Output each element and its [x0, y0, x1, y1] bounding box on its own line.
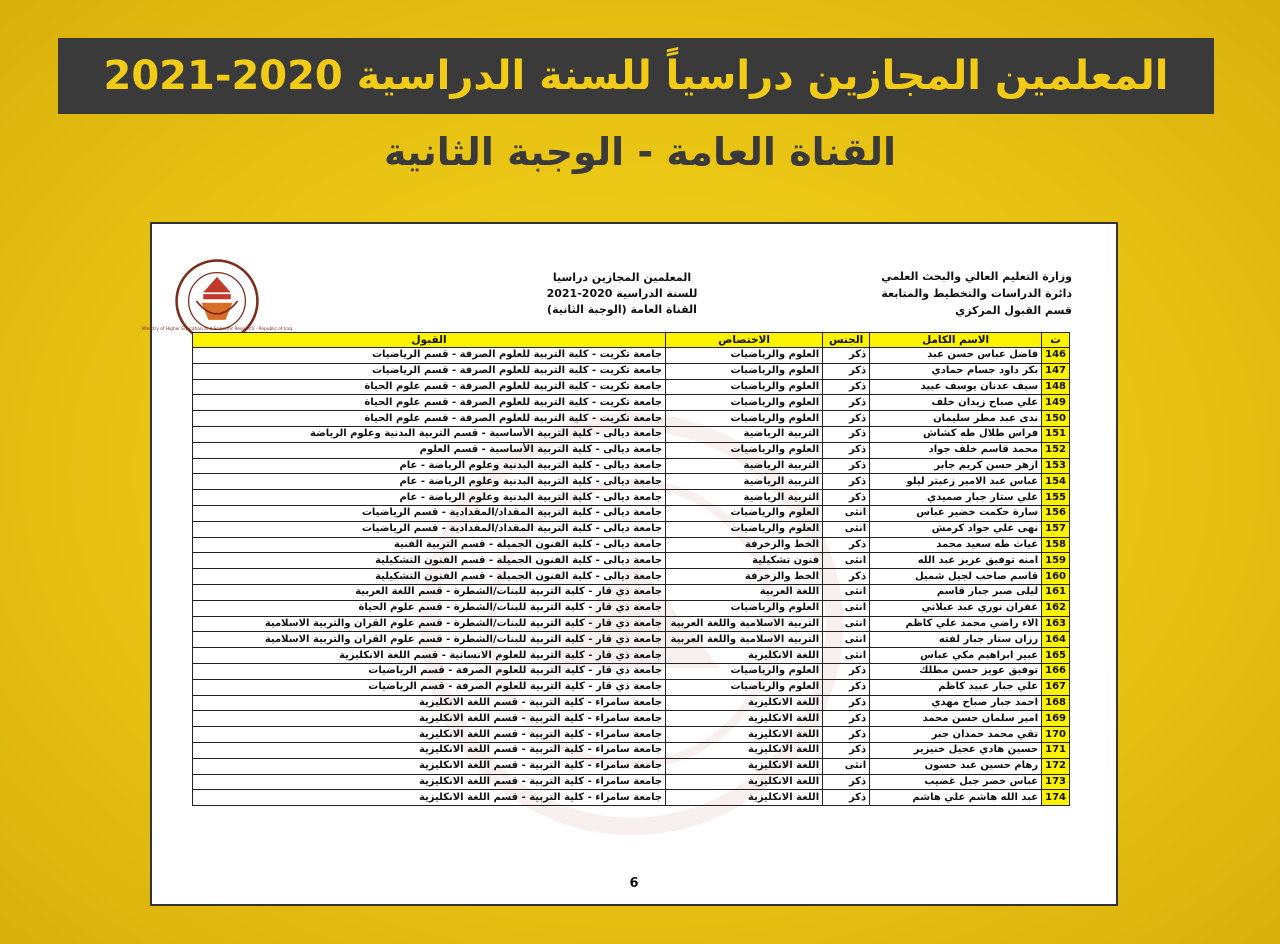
- table-row: [193, 474, 1070, 490]
- table-row: [193, 711, 1070, 727]
- row-number: 170: [1042, 727, 1070, 743]
- row-admission: جامعة ذي قار - كلية التربية للبنات/الشطرة - قسم علوم القران والتربية الاسلامية: [193, 616, 666, 632]
- row-gender: ذكر: [823, 379, 870, 395]
- row-gender: ذكر: [823, 790, 870, 806]
- row-specialization: اللغة الانكليزية: [666, 711, 823, 727]
- row-number: 156: [1042, 505, 1070, 521]
- table-row: [193, 648, 1070, 664]
- table-row: [193, 395, 1070, 411]
- table-row: [193, 537, 1070, 553]
- row-gender: ذكر: [823, 363, 870, 379]
- row-number: 171: [1042, 742, 1070, 758]
- table-row: [193, 569, 1070, 585]
- table-row: [193, 632, 1070, 648]
- document-page: [141, 222, 1118, 906]
- row-name: علي جبار عبيد كاظم: [870, 679, 1042, 695]
- row-specialization: العلوم والرياضيات: [666, 679, 823, 695]
- ministry-line: قسم القبول المركزي: [955, 304, 1072, 317]
- row-specialization: العلوم والرياضيات: [666, 663, 823, 679]
- row-admission: جامعة ديالى - كلية التربية الأساسية - قسم العلوم: [193, 442, 666, 458]
- table-header-row: [193, 333, 1070, 348]
- row-admission: جامعة ذي قار - كلية التربية للبنات/الشطرة - قسم علوم الحياة: [193, 600, 666, 616]
- table-row: [193, 363, 1070, 379]
- row-admission: جامعة ديالى - كلية التربية البدنية وعلوم الرياضة - عام: [193, 474, 666, 490]
- row-number: 154: [1042, 474, 1070, 490]
- table-row: [193, 679, 1070, 695]
- row-gender: ذكر: [823, 490, 870, 506]
- row-name: علي ستار جبار صميدي: [870, 490, 1042, 506]
- row-number: 172: [1042, 758, 1070, 774]
- row-gender: ذكر: [823, 742, 870, 758]
- col-header-name: الاسم الكامل: [870, 333, 1042, 348]
- row-specialization: فنون تشكيلية: [666, 553, 823, 569]
- row-number: 169: [1042, 711, 1070, 727]
- row-admission: جامعة تكريت - كلية التربية للعلوم الصرفة - قسم علوم الحياة: [193, 379, 666, 395]
- row-admission: جامعة ديالى - كلية التربية المقداد/المقدادية - قسم الرياضيات: [193, 505, 666, 521]
- row-name: ليلى صبر جبار قاسم: [870, 584, 1042, 600]
- row-specialization: الخط والزخرفة: [666, 537, 823, 553]
- row-number: 163: [1042, 616, 1070, 632]
- row-specialization: العلوم والرياضيات: [666, 521, 823, 537]
- row-admission: جامعة ذي قار - كلية التربية للبنات/الشطرة - قسم اللغة العربية: [193, 584, 666, 600]
- col-header-number: ت: [1042, 333, 1070, 348]
- row-number: 153: [1042, 458, 1070, 474]
- row-admission: جامعة سامراء - كلية التربية - قسم اللغة الانكليزية: [193, 790, 666, 806]
- row-specialization: العلوم والرياضيات: [666, 411, 823, 427]
- row-gender: ذكر: [823, 458, 870, 474]
- row-admission: جامعة سامراء - كلية التربية - قسم اللغة الانكليزية: [193, 695, 666, 711]
- row-admission: جامعة سامراء - كلية التربية - قسم اللغة الانكليزية: [193, 727, 666, 743]
- row-specialization: اللغة الانكليزية: [666, 727, 823, 743]
- row-number: 152: [1042, 442, 1070, 458]
- row-admission: جامعة سامراء - كلية التربية - قسم اللغة الانكليزية: [193, 711, 666, 727]
- row-gender: ذكر: [823, 663, 870, 679]
- row-name: غياث طه سعيد محمد: [870, 537, 1042, 553]
- row-gender: انثى: [823, 758, 870, 774]
- row-name: ندى عبد مطر سليمان: [870, 411, 1042, 427]
- row-number: 155: [1042, 490, 1070, 506]
- row-name: علي صباح زيدان خلف: [870, 395, 1042, 411]
- row-specialization: العلوم والرياضيات: [666, 600, 823, 616]
- table-row: [193, 790, 1070, 806]
- logo-text: Ministry of Higher Education and Scientific Research - Republic of Iraq: [141, 327, 293, 333]
- row-admission: جامعة ذي قار - كلية التربية للعلوم الصرفة - قسم الرياضيات: [193, 663, 666, 679]
- row-specialization: اللغة الانكليزية: [666, 790, 823, 806]
- row-gender: انثى: [823, 553, 870, 569]
- row-number: 148: [1042, 379, 1070, 395]
- row-gender: ذكر: [823, 711, 870, 727]
- row-specialization: العلوم والرياضيات: [666, 442, 823, 458]
- row-admission: جامعة ذي قار - كلية التربية للبنات/الشطرة - قسم علوم القران والتربية الاسلامية: [193, 632, 666, 648]
- row-name: امير سلمان حسن محمد: [870, 711, 1042, 727]
- row-gender: انثى: [823, 584, 870, 600]
- row-number: 147: [1042, 363, 1070, 379]
- heading-line: القناة العامة (الوجبة الثانية): [547, 303, 697, 316]
- row-specialization: اللغة الانكليزية: [666, 774, 823, 790]
- row-specialization: اللغة الانكليزية: [666, 742, 823, 758]
- row-gender: ذكر: [823, 426, 870, 442]
- row-admission: جامعة ديالى - كلية التربية البدنية وعلوم الرياضة - عام: [193, 490, 666, 506]
- row-name: قاسم صاحب لجيل شميل: [870, 569, 1042, 585]
- row-name: سيف عدنان يوسف عبيد: [870, 379, 1042, 395]
- row-gender: انثى: [823, 521, 870, 537]
- row-name: ازهر حسن كريم جابر: [870, 458, 1042, 474]
- row-admission: جامعة سامراء - كلية التربية - قسم اللغة الانكليزية: [193, 758, 666, 774]
- row-number: 165: [1042, 648, 1070, 664]
- table-row: [193, 458, 1070, 474]
- row-gender: ذكر: [823, 348, 870, 364]
- row-specialization: الخط والزخرفة: [666, 569, 823, 585]
- row-number: 158: [1042, 537, 1070, 553]
- row-specialization: العلوم والرياضيات: [666, 395, 823, 411]
- row-admission: جامعة تكريت - كلية التربية للعلوم الصرفة - قسم الرياضيات: [193, 348, 666, 364]
- row-name: تقي محمد حمدان جبر: [870, 727, 1042, 743]
- row-specialization: اللغة الانكليزية: [666, 758, 823, 774]
- row-number: 149: [1042, 395, 1070, 411]
- row-name: توفيق عويز حسن مطلك: [870, 663, 1042, 679]
- row-number: 164: [1042, 632, 1070, 648]
- table-row: [193, 505, 1070, 521]
- row-gender: ذكر: [823, 727, 870, 743]
- row-specialization: التربية الرياضية: [666, 458, 823, 474]
- row-gender: ذكر: [823, 474, 870, 490]
- row-name: احمد جبار صباح مهدي: [870, 695, 1042, 711]
- row-gender: ذكر: [823, 679, 870, 695]
- row-name: فراس طلال طه كشاش: [870, 426, 1042, 442]
- col-header-specialization: الاختصاص: [666, 333, 823, 348]
- table-row: [193, 411, 1070, 427]
- row-specialization: التربية الاسلامية واللغة العربية: [666, 616, 823, 632]
- row-name: عبد الله هاشم علي هاشم: [870, 790, 1042, 806]
- row-number: 161: [1042, 584, 1070, 600]
- row-admission: جامعة ذي قار - كلية التربية للعلوم الانسانية - قسم اللغة الانكليزية: [193, 648, 666, 664]
- table-row: [193, 521, 1070, 537]
- row-specialization: التربية الرياضية: [666, 474, 823, 490]
- row-specialization: اللغة الانكليزية: [666, 695, 823, 711]
- row-specialization: التربية الرياضية: [666, 426, 823, 442]
- row-name: حسين هادي عجيل خنيزير: [870, 742, 1042, 758]
- ministry-header: [832, 268, 1072, 319]
- table-row: [193, 727, 1070, 743]
- row-gender: ذكر: [823, 569, 870, 585]
- table-row: [193, 616, 1070, 632]
- row-gender: انثى: [823, 648, 870, 664]
- heading-line: للسنة الدراسية 2020-2021: [546, 287, 698, 300]
- table-row: [193, 426, 1070, 442]
- row-number: 162: [1042, 600, 1070, 616]
- row-name: عباس عبد الامير زعيتر ليلو: [870, 474, 1042, 490]
- row-gender: ذكر: [823, 442, 870, 458]
- row-name: نهى علي جواد كرمش: [870, 521, 1042, 537]
- row-number: 150: [1042, 411, 1070, 427]
- table-row: [193, 758, 1070, 774]
- admissions-table: [192, 332, 1070, 806]
- row-gender: انثى: [823, 505, 870, 521]
- row-admission: جامعة ديالى - كلية التربية المقداد/المقدادية - قسم الرياضيات: [193, 521, 666, 537]
- row-gender: ذكر: [823, 537, 870, 553]
- row-specialization: العلوم والرياضيات: [666, 505, 823, 521]
- row-gender: انثى: [823, 600, 870, 616]
- row-gender: ذكر: [823, 695, 870, 711]
- title-banner: [58, 38, 1214, 114]
- row-specialization: العلوم والرياضيات: [666, 363, 823, 379]
- col-header-gender: الجنس: [823, 333, 870, 348]
- table-row: [193, 442, 1070, 458]
- row-number: 160: [1042, 569, 1070, 585]
- row-specialization: اللغة الانكليزية: [666, 648, 823, 664]
- row-admission: جامعة ديالى - كلية الفنون الجميلة - قسم التربية الفنية: [193, 537, 666, 553]
- col-header-admission: القبول: [193, 333, 666, 348]
- row-gender: انثى: [823, 616, 870, 632]
- ministry-line: وزارة التعليم العالي والبحث العلمي: [881, 270, 1072, 283]
- row-name: بكر داود جسام حمادي: [870, 363, 1042, 379]
- row-gender: انثى: [823, 632, 870, 648]
- row-name: عباس خضر جبل غضيب: [870, 774, 1042, 790]
- row-admission: جامعة سامراء - كلية التربية - قسم اللغة الانكليزية: [193, 742, 666, 758]
- row-name: محمد قاسم خلف جواد: [870, 442, 1042, 458]
- row-number: 174: [1042, 790, 1070, 806]
- row-number: 159: [1042, 553, 1070, 569]
- row-number: 166: [1042, 663, 1070, 679]
- row-number: 173: [1042, 774, 1070, 790]
- row-admission: جامعة تكريت - كلية التربية للعلوم الصرفة - قسم الرياضيات: [193, 363, 666, 379]
- row-name: عبير ابراهيم مكي عباس: [870, 648, 1042, 664]
- row-admission: جامعة تكريت - كلية التربية للعلوم الصرفة - قسم علوم الحياة: [193, 411, 666, 427]
- table-row: [193, 600, 1070, 616]
- row-specialization: التربية الرياضية: [666, 490, 823, 506]
- table-row: [193, 584, 1070, 600]
- row-name: رهام حسين عبد حسون: [870, 758, 1042, 774]
- row-admission: جامعة ديالى - كلية التربية البدنية وعلوم الرياضة - عام: [193, 458, 666, 474]
- row-number: 167: [1042, 679, 1070, 695]
- table-row: [193, 695, 1070, 711]
- row-specialization: العلوم والرياضيات: [666, 348, 823, 364]
- row-admission: جامعة ديالى - كلية الفنون الجميلة - قسم الفنون التشكيلية: [193, 553, 666, 569]
- row-number: 151: [1042, 426, 1070, 442]
- row-specialization: اللغة العربية: [666, 584, 823, 600]
- row-gender: ذكر: [823, 395, 870, 411]
- banner-title: المعلمين المجازين دراسياً للسنة الدراسية 2020-2021: [103, 53, 1169, 99]
- row-admission: جامعة تكريت - كلية التربية للعلوم الصرفة - قسم علوم الحياة: [193, 395, 666, 411]
- row-name: سارة حكمت خضير عباس: [870, 505, 1042, 521]
- row-number: 157: [1042, 521, 1070, 537]
- row-name: فاضل عباس حسن عبد: [870, 348, 1042, 364]
- table-row: [193, 553, 1070, 569]
- table-row: [193, 379, 1070, 395]
- heading-line: المعلمين المجازين دراسيا: [552, 271, 692, 284]
- table-row: [193, 663, 1070, 679]
- row-name: الاء راضي محمد علي كاظم: [870, 616, 1042, 632]
- document-heading: [512, 270, 732, 318]
- table-row: [193, 348, 1070, 364]
- row-gender: ذكر: [823, 774, 870, 790]
- row-name: رزان ستار جبار لفته: [870, 632, 1042, 648]
- table-row: [193, 774, 1070, 790]
- row-specialization: التربية الاسلامية واللغة العربية: [666, 632, 823, 648]
- row-admission: جامعة ديالى - كلية التربية الأساسية - قسم التربية البدنية وعلوم الرياضة: [193, 426, 666, 442]
- row-admission: جامعة سامراء - كلية التربية - قسم اللغة الانكليزية: [193, 774, 666, 790]
- table-row: [193, 490, 1070, 506]
- row-number: 168: [1042, 695, 1070, 711]
- row-name: امنه توفيق عزيز عبد الله: [870, 553, 1042, 569]
- row-admission: جامعة ذي قار - كلية التربية للعلوم الصرفة - قسم الرياضيات: [193, 679, 666, 695]
- row-specialization: العلوم والرياضيات: [666, 379, 823, 395]
- row-gender: ذكر: [823, 411, 870, 427]
- row-admission: جامعة ديالى - كلية الفنون الجميلة - قسم الفنون التشكيلية: [193, 569, 666, 585]
- subtitle: القناة العامة - الوجبة الثانية: [383, 130, 897, 174]
- ministry-line: دائرة الدراسات والتخطيط والمتابعة: [881, 287, 1072, 300]
- page-number: 6: [629, 876, 639, 891]
- row-number: 146: [1042, 348, 1070, 364]
- table-row: [193, 742, 1070, 758]
- row-name: غفران نوري عبد عبلاني: [870, 600, 1042, 616]
